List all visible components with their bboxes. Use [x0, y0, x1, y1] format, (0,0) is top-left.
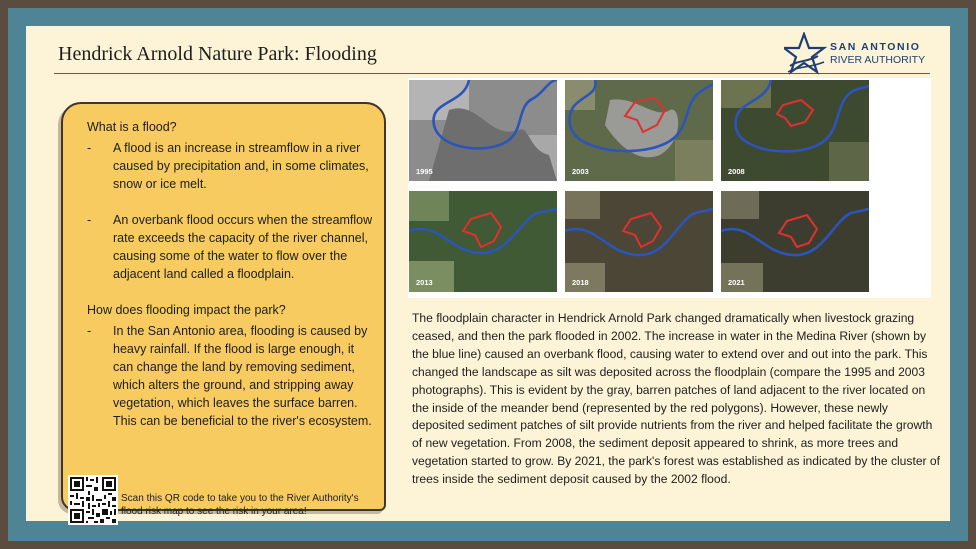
aerial-photo-grid: [408, 78, 931, 298]
aerial-image: [565, 191, 713, 292]
aerial-image: [409, 191, 557, 292]
question-what-is-flood: What is a flood?: [87, 120, 177, 134]
photo-year-label: 2008: [728, 167, 745, 176]
photo-year-label: 2018: [572, 278, 589, 287]
list-item: - In the San Antonio area, flooding is caused by heavy rainfall. If the flood is large enough, it can change the land by removing sediment, which alters the ground, and stripping away vegetation, which leaves the surface barren. This can be beneficial to the river's ecosystem.: [87, 324, 372, 428]
flood-definition: A flood is an increase in streamflow in a river caused by precipitation and, in some climates, snow or ice melt.: [113, 141, 369, 191]
river-authority-logo: [784, 32, 934, 74]
aerial-photo-2018: [565, 191, 713, 292]
aerial-image: [721, 80, 869, 181]
photo-year-label: 2021: [728, 278, 745, 287]
logo-line-2: RIVER AUTHORITY: [830, 54, 926, 66]
aerial-photo-2008: [721, 80, 869, 181]
list-item: - A flood is an increase in streamflow in a river caused by precipitation and, in some climates, snow or ice melt.: [87, 139, 373, 193]
aerial-photo-1995: [409, 80, 557, 181]
aerial-image: [409, 80, 557, 181]
qr-caption: Scan this QR code to take you to the River Authority's flood risk map to see the risk in your area!: [121, 493, 359, 517]
photo-year-label: 2013: [416, 278, 433, 287]
page-title: Hendrick Arnold Nature Park: Flooding: [58, 43, 377, 65]
aerial-photo-2013: [409, 191, 557, 292]
question-flood-impact: How does flooding impact the park?: [87, 303, 286, 317]
list-item: - An overbank flood occurs when the streamflow rate exceeds the capacity of the river channel, causing some of the water to flow over the adjacent land called a floodplain.: [87, 213, 373, 281]
aerial-photo-2021: [721, 191, 869, 292]
aerial-image: [721, 191, 869, 292]
logo-line-1: SAN ANTONIO: [830, 41, 921, 53]
content-panel: [26, 26, 950, 521]
aerial-photo-2003: [565, 80, 713, 181]
photo-year-label: 2003: [572, 167, 589, 176]
aerial-image: [565, 80, 713, 181]
overbank-definition: An overbank flood occurs when the streamflow rate exceeds the capacity of the river channel, causing some of the water to flow over the adjacent land called a floodplain.: [113, 213, 373, 281]
qr-code-icon[interactable]: [68, 475, 118, 525]
floodplain-description: The floodplain character in Hendrick Arnold Park changed dramatically when livestock grazing ceased, and then the park flooded in 2002. The increase in water in the Medina River (shown by the blue line) caused an overbank flood, causing water to extend over and out into the park. This changed the landscape as silt was deposited across the floodplain (compare the 1995 and 2003 photographs). This is evident by the gray, barren patches of land adjacent to the river located on the inside of the meander bend (represented by the red polygons). However, these newly deposited sediment patches of silt provide nutrients from the river and helped facilitate the growth of new vegetation. From 2008, the sediment deposit appeared to shrink, as more trees and vegetation started to grow. By 2021, the park's forest was established as indicated by the cluster of trees inside the sediment deposit caused by the 2002 flood.: [412, 311, 941, 487]
photo-year-label: 1995: [416, 167, 433, 176]
flood-impact-text: In the San Antonio area, flooding is caused by heavy rainfall. If the flood is large enough, it can change the land by removing sediment, which alters the ground, and stripping away vegetation, which leaves the surface barren. This can be beneficial to the river's ecosystem.: [113, 324, 372, 428]
flood-info-box: [61, 102, 386, 517]
star-icon: [784, 32, 828, 76]
